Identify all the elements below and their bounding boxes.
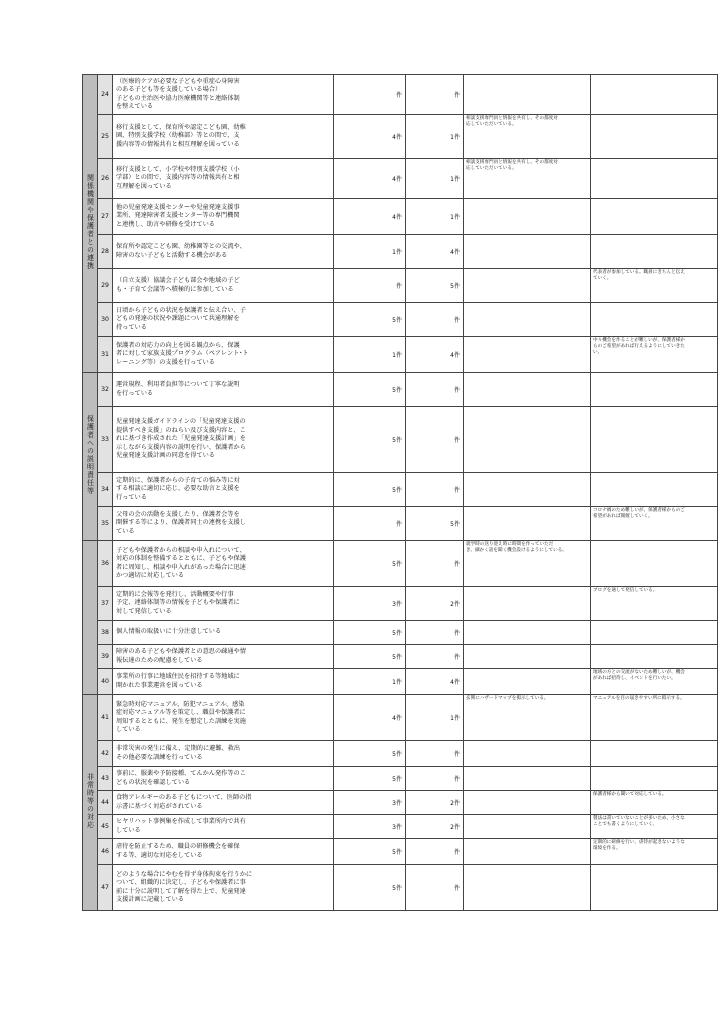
row-number-text: 31 xyxy=(101,351,109,358)
note-improvement xyxy=(591,303,718,337)
row-number-text: 32 xyxy=(101,386,109,393)
row-number-text: 24 xyxy=(101,91,109,98)
table-row xyxy=(83,541,718,587)
table-row xyxy=(83,815,718,839)
row-number xyxy=(98,337,113,373)
count-yes-text: 1件 xyxy=(392,352,402,359)
note-staff xyxy=(464,235,591,269)
count-yes xyxy=(334,669,406,695)
table-row xyxy=(83,791,718,815)
row-number xyxy=(98,407,113,473)
count-no xyxy=(406,303,464,337)
count-no-text: 件 xyxy=(453,849,460,856)
item-description xyxy=(113,645,334,669)
section-label xyxy=(83,373,98,541)
row-number xyxy=(98,815,113,839)
item-description-text: 食物アレルギーのある子どもについて、医師の指 示書に基づく対応がされている xyxy=(116,794,252,810)
item-description-text: 定期的に、保護者からの子育ての悩み等に対 する相談に適切に応じ、必要な助言と支援を 行っている xyxy=(116,476,240,501)
note-improvement xyxy=(591,669,718,695)
note-improvement xyxy=(591,373,718,407)
item-description xyxy=(113,115,334,159)
count-no-text: 4件 xyxy=(450,352,460,359)
row-number-text: 36 xyxy=(101,560,109,567)
note-improvement xyxy=(591,621,718,645)
count-yes-text: 4件 xyxy=(392,176,402,183)
note-staff xyxy=(464,865,591,911)
count-no-text: 件 xyxy=(453,885,460,892)
note-improvement-text: 定期的に研修を行い、虐待が起きないような 環境を作る。 xyxy=(593,840,685,851)
item-description xyxy=(113,269,334,303)
row-number xyxy=(98,507,113,541)
note-staff xyxy=(464,815,591,839)
section-label xyxy=(83,75,98,373)
count-yes-text: 3件 xyxy=(392,824,402,831)
count-yes xyxy=(334,473,406,507)
item-description-text: 個人情報の取扱いに十分注意している xyxy=(116,628,222,636)
count-no xyxy=(406,741,464,767)
item-description xyxy=(113,473,334,507)
note-improvement-text: ブログを通して発信している。 xyxy=(593,588,658,593)
note-improvement-text: 地域の方との交流がないため難しいが、機会 があれば招待し、イベントを行いたい。 xyxy=(593,670,685,681)
item-description xyxy=(113,669,334,695)
row-number-text: 26 xyxy=(101,175,109,182)
item-description-text: （医療的ケアが必要な子どもや重症心身障害 のある子ども等を支援している場合） 子どもの主治医や協力医療機関等と連絡体制 を整えている xyxy=(116,77,240,110)
count-yes-text: 5件 xyxy=(392,437,402,444)
count-no xyxy=(406,159,464,199)
count-yes-text: 件 xyxy=(395,92,402,99)
note-improvement xyxy=(591,865,718,911)
item-description-text: 移行支援として、小学校や特別支援学校（小 学部）との間で、支援内容等の情報共有と相 互理解を図っている xyxy=(116,165,240,190)
evaluation-table xyxy=(82,74,718,911)
row-number xyxy=(98,115,113,159)
row-number xyxy=(98,159,113,199)
row-number-text: 39 xyxy=(101,653,109,660)
section-label-text: 保護者への説明責任等 xyxy=(86,414,95,495)
count-no xyxy=(406,791,464,815)
row-number-text: 41 xyxy=(101,714,109,721)
count-no-text: 5件 xyxy=(450,521,460,528)
item-description xyxy=(113,791,334,815)
item-description-text: 児童発達支援ガイドラインの「児童発達支援の 提供すべき支援」のねらい及び支援内容と、こ れに基づき作成された「児童発達支援計画」を 示しながら支援内容の説明を行い、保護者から 児童発達支援計画の同意を得ている xyxy=(116,418,246,460)
item-description xyxy=(113,159,334,199)
count-yes xyxy=(334,303,406,337)
item-description-text: 虐待を防止するため、職員の研修機会を確保 する等、適切な対応をしている xyxy=(116,843,240,859)
table-row xyxy=(83,337,718,373)
count-yes xyxy=(334,235,406,269)
count-yes-text: 4件 xyxy=(392,715,402,722)
count-no xyxy=(406,507,464,541)
note-improvement xyxy=(591,815,718,839)
count-no-text: 件 xyxy=(453,437,460,444)
row-number xyxy=(98,839,113,865)
note-staff-text: 相談支援専門員と情報を共有し、その都度対 応していただいている。 xyxy=(466,160,558,171)
note-improvement xyxy=(591,741,718,767)
table-row xyxy=(83,235,718,269)
count-no xyxy=(406,767,464,791)
count-no-text: 件 xyxy=(453,387,460,394)
row-number-text: 44 xyxy=(101,799,109,806)
row-number xyxy=(98,767,113,791)
item-description-text: 移行支援として、保育所や認定こども園、幼稚 園、特別支援学校（幼稚部）等との間で、支 援内容等の情報共有と相互理解を図っている xyxy=(116,123,246,148)
table-row xyxy=(83,645,718,669)
count-yes-text: 5件 xyxy=(392,561,402,568)
count-no-text: 2件 xyxy=(450,824,460,831)
item-description xyxy=(113,235,334,269)
count-no xyxy=(406,815,464,839)
count-no xyxy=(406,865,464,911)
table-body xyxy=(83,75,718,911)
row-number-text: 38 xyxy=(101,629,109,636)
item-description xyxy=(113,373,334,407)
table-row xyxy=(83,75,718,115)
note-staff xyxy=(464,541,591,587)
count-no xyxy=(406,115,464,159)
note-staff xyxy=(464,303,591,337)
count-yes-text: 5件 xyxy=(392,776,402,783)
table-row xyxy=(83,767,718,791)
count-no-text: 2件 xyxy=(450,601,460,608)
count-yes-text: 5件 xyxy=(392,387,402,394)
count-yes xyxy=(334,645,406,669)
count-no xyxy=(406,337,464,373)
count-yes xyxy=(334,587,406,621)
count-yes xyxy=(334,695,406,741)
item-description xyxy=(113,337,334,373)
note-improvement-text: マニュアルを目の届きやすい所に掲示する。 xyxy=(593,696,685,701)
count-yes xyxy=(334,621,406,645)
count-yes xyxy=(334,741,406,767)
count-yes xyxy=(334,865,406,911)
item-description-text: 非常災害の発生に備え、定期的に避難、救出 その他必要な訓練を行っている xyxy=(116,745,241,761)
note-staff-text: 就学時の送り迎え時に時間を作っていただ き、細かく話を聞く機会設けるようにしている。 xyxy=(466,542,567,553)
table-row xyxy=(83,199,718,235)
count-no xyxy=(406,199,464,235)
table-row xyxy=(83,621,718,645)
note-staff xyxy=(464,695,591,741)
item-description-text: どのような場合にやむを得ず身体拘束を行うかに ついて、組織的に決定し、子どもや保護者に事 前に十分に説明して了解を得た上で、児童発達 支援計画に記載している xyxy=(116,870,253,903)
row-number-text: 40 xyxy=(101,678,109,685)
item-description-text: 運営規程、利用者負担等について丁寧な説明 を行っている xyxy=(116,381,240,397)
row-number-text: 33 xyxy=(101,436,109,443)
table-row xyxy=(83,269,718,303)
note-staff xyxy=(464,75,591,115)
count-yes xyxy=(334,507,406,541)
item-description xyxy=(113,815,334,839)
note-staff-text: 相談支援専門員と情報を共有し、その都度対 応していただいている。 xyxy=(466,116,558,127)
count-no-text: 2件 xyxy=(450,800,460,807)
count-yes xyxy=(334,269,406,303)
count-no-text: 件 xyxy=(453,487,460,494)
item-description xyxy=(113,587,334,621)
count-no-text: 件 xyxy=(453,561,460,568)
item-description xyxy=(113,507,334,541)
row-number xyxy=(98,269,113,303)
count-no-text: 1件 xyxy=(450,134,460,141)
item-description xyxy=(113,741,334,767)
note-staff xyxy=(464,839,591,865)
count-no-text: 件 xyxy=(453,630,460,637)
count-yes-text: 5件 xyxy=(392,487,402,494)
count-yes-text: 件 xyxy=(395,521,402,528)
item-description-text: 障害のある子どもや保護者との意思の疎通や情 報伝達のための配慮をしている xyxy=(116,648,246,664)
count-no-text: 件 xyxy=(453,776,460,783)
note-staff xyxy=(464,669,591,695)
count-no xyxy=(406,407,464,473)
count-no xyxy=(406,839,464,865)
count-yes-text: 4件 xyxy=(392,134,402,141)
item-description-text: （自立支援）協議会子ども部会や地域の子ど も・子育て会議等へ積極的に参加している xyxy=(116,277,240,293)
section-label-text: 非常時等の対応 xyxy=(86,772,95,829)
item-description xyxy=(113,767,334,791)
count-no xyxy=(406,373,464,407)
count-no-text: 1件 xyxy=(450,715,460,722)
row-number-text: 47 xyxy=(101,884,109,891)
count-no xyxy=(406,621,464,645)
row-number xyxy=(98,621,113,645)
count-no xyxy=(406,473,464,507)
row-number-text: 42 xyxy=(101,750,109,757)
note-improvement xyxy=(591,695,718,741)
count-yes xyxy=(334,767,406,791)
count-no xyxy=(406,235,464,269)
item-description-text: 日頃から子どもの状況を保護者と伝え合い、子 どもの発達の状況や課題について共通理解を 持っている xyxy=(116,306,246,331)
row-number xyxy=(98,75,113,115)
count-yes-text: 1件 xyxy=(392,679,402,686)
count-yes-text: 5件 xyxy=(392,654,402,661)
count-yes xyxy=(334,815,406,839)
item-description xyxy=(113,303,334,337)
note-improvement xyxy=(591,645,718,669)
table-row xyxy=(83,669,718,695)
note-staff xyxy=(464,767,591,791)
count-yes xyxy=(334,791,406,815)
table-row xyxy=(83,587,718,621)
count-yes xyxy=(334,541,406,587)
count-yes-text: 3件 xyxy=(392,601,402,608)
note-improvement xyxy=(591,541,718,587)
count-no xyxy=(406,587,464,621)
note-staff xyxy=(464,269,591,303)
row-number-text: 46 xyxy=(101,848,109,855)
note-improvement xyxy=(591,791,718,815)
item-description-text: 緊急時対応マニュアル、防犯マニュアル、感染 症対応マニュアル等を策定し、職員や保護者に 周知するとともに、発生を想定した訓練を実施 している xyxy=(116,700,246,733)
note-staff xyxy=(464,407,591,473)
note-improvement-text: 中々機会を作ることが難しいが、保護者様か らのご希望があれば行えるようにしていきた い。 xyxy=(593,338,685,355)
note-staff xyxy=(464,741,591,767)
count-yes-text: 5件 xyxy=(392,630,402,637)
row-number xyxy=(98,373,113,407)
row-number xyxy=(98,235,113,269)
table-row xyxy=(83,373,718,407)
note-staff xyxy=(464,199,591,235)
row-number-text: 43 xyxy=(101,775,109,782)
count-yes xyxy=(334,199,406,235)
table-row xyxy=(83,303,718,337)
count-yes xyxy=(334,75,406,115)
count-no xyxy=(406,669,464,695)
item-description-text: 定期的に会報等を発行し、活動概要や行事 予定、連絡体制等の情報を子どもや保護者に 対して発信している xyxy=(116,590,240,615)
section-label-text: 関係機関や保護者との連携 xyxy=(86,173,95,270)
table-row xyxy=(83,865,718,911)
item-description xyxy=(113,865,334,911)
row-number xyxy=(98,199,113,235)
section-label xyxy=(83,541,98,695)
note-improvement xyxy=(591,159,718,199)
note-staff xyxy=(464,645,591,669)
table-row xyxy=(83,115,718,159)
note-staff xyxy=(464,507,591,541)
item-description-text: 保育所や認定こども園、幼稚園等との交流や、 障害のない子どもと活動する機会がある xyxy=(116,243,246,259)
table-row xyxy=(83,695,718,741)
note-improvement xyxy=(591,407,718,473)
count-yes xyxy=(334,159,406,199)
row-number xyxy=(98,791,113,815)
count-no-text: 4件 xyxy=(450,249,460,256)
note-improvement-text: 保護者様から聞いて対応している。 xyxy=(593,792,667,797)
evaluation-sheet xyxy=(82,74,718,911)
row-number xyxy=(98,865,113,911)
row-number-text: 25 xyxy=(101,133,109,140)
table-row xyxy=(83,159,718,199)
count-no-text: 5件 xyxy=(450,283,460,290)
item-description-text: 他の児童発達支援センターや児童発達支援事 業所、発達障害者支援センター等の専門機関 と連携し、助言や研修を受けている xyxy=(116,203,240,228)
count-yes-text: 5件 xyxy=(392,885,402,892)
row-number-text: 27 xyxy=(101,213,109,220)
note-staff xyxy=(464,473,591,507)
count-yes xyxy=(334,407,406,473)
count-no-text: 件 xyxy=(453,92,460,99)
row-number xyxy=(98,303,113,337)
table-row xyxy=(83,507,718,541)
count-no xyxy=(406,269,464,303)
note-improvement xyxy=(591,337,718,373)
note-improvement-text: コロナ禍のため難しいが、保護者様からのご 希望があれば開催していく。 xyxy=(593,508,685,519)
row-number-text: 45 xyxy=(101,823,109,830)
count-yes-text: 1件 xyxy=(392,249,402,256)
count-no xyxy=(406,695,464,741)
table-row xyxy=(83,839,718,865)
note-staff xyxy=(464,791,591,815)
row-number xyxy=(98,587,113,621)
note-staff xyxy=(464,587,591,621)
item-description xyxy=(113,839,334,865)
table-row xyxy=(83,407,718,473)
table-row xyxy=(83,473,718,507)
row-number-text: 37 xyxy=(101,600,109,607)
item-description-text: ヒヤリハット事例集を作成して事業所内で共有 している xyxy=(116,818,246,834)
note-improvement-text: 製法は書いていないことが多いため、小さな ことでも書くようにしていく。 xyxy=(593,816,685,827)
item-description-text: 保護者の対応力の向上を図る観点から、保護 者に対して家族支援プログラム（ペアレント･ト レーニング等）の支援を行っている xyxy=(116,341,249,366)
note-improvement xyxy=(591,75,718,115)
item-description xyxy=(113,621,334,645)
note-improvement xyxy=(591,587,718,621)
table-row xyxy=(83,741,718,767)
item-description-text: 事前に、服薬や予防接種、てんかん発作等のこ どもの状況を確認している xyxy=(116,770,246,786)
count-no-text: 件 xyxy=(453,751,460,758)
note-improvement xyxy=(591,767,718,791)
row-number xyxy=(98,695,113,741)
section-label xyxy=(83,695,98,911)
count-yes-text: 件 xyxy=(395,283,402,290)
count-yes-text: 5件 xyxy=(392,751,402,758)
note-improvement xyxy=(591,199,718,235)
row-number xyxy=(98,473,113,507)
item-description-text: 事業所の行事に地域住民を招待する等地域に 開かれた事業運営を図っている xyxy=(116,673,240,689)
note-improvement xyxy=(591,507,718,541)
note-improvement-text: 代表者が参加している。職員にきちんと伝え ていく。 xyxy=(593,270,685,281)
row-number xyxy=(98,645,113,669)
row-number-text: 34 xyxy=(101,486,109,493)
item-description-text: 子どもや保護者からの相談や申入れについて、 対応の体制を整備するとともに、子どもや保護 者に周知し、相談や申入れがあった場合に迅速 かつ適切に対応している xyxy=(116,546,246,579)
count-yes xyxy=(334,115,406,159)
note-staff xyxy=(464,337,591,373)
item-description-text: 父母の会の活動を支援したり、保護者会等を 開催する等により、保護者同士の連携を支援し ている xyxy=(116,510,246,535)
count-yes-text: 5件 xyxy=(392,317,402,324)
row-number xyxy=(98,541,113,587)
count-no-text: 件 xyxy=(453,654,460,661)
row-number xyxy=(98,669,113,695)
count-yes-text: 3件 xyxy=(392,800,402,807)
row-number-text: 30 xyxy=(101,316,109,323)
item-description xyxy=(113,199,334,235)
count-no xyxy=(406,75,464,115)
note-staff xyxy=(464,159,591,199)
note-improvement xyxy=(591,839,718,865)
count-no xyxy=(406,645,464,669)
row-number-text: 28 xyxy=(101,248,109,255)
count-no-text: 件 xyxy=(453,317,460,324)
count-yes-text: 4件 xyxy=(392,214,402,221)
count-no-text: 4件 xyxy=(450,679,460,686)
item-description xyxy=(113,541,334,587)
count-no-text: 1件 xyxy=(450,176,460,183)
note-improvement xyxy=(591,473,718,507)
row-number-text: 29 xyxy=(101,282,109,289)
item-description xyxy=(113,407,334,473)
item-description xyxy=(113,75,334,115)
count-yes xyxy=(334,839,406,865)
count-no-text: 1件 xyxy=(450,214,460,221)
count-yes xyxy=(334,373,406,407)
note-improvement xyxy=(591,115,718,159)
note-improvement xyxy=(591,269,718,303)
count-yes xyxy=(334,337,406,373)
note-staff-text: 玄関にハザードマップを掲示している。 xyxy=(466,696,549,701)
row-number-text: 35 xyxy=(101,520,109,527)
count-yes-text: 5件 xyxy=(392,849,402,856)
note-staff xyxy=(464,373,591,407)
note-improvement xyxy=(591,235,718,269)
count-no xyxy=(406,541,464,587)
note-staff xyxy=(464,621,591,645)
row-number xyxy=(98,741,113,767)
note-staff xyxy=(464,115,591,159)
item-description xyxy=(113,695,334,741)
